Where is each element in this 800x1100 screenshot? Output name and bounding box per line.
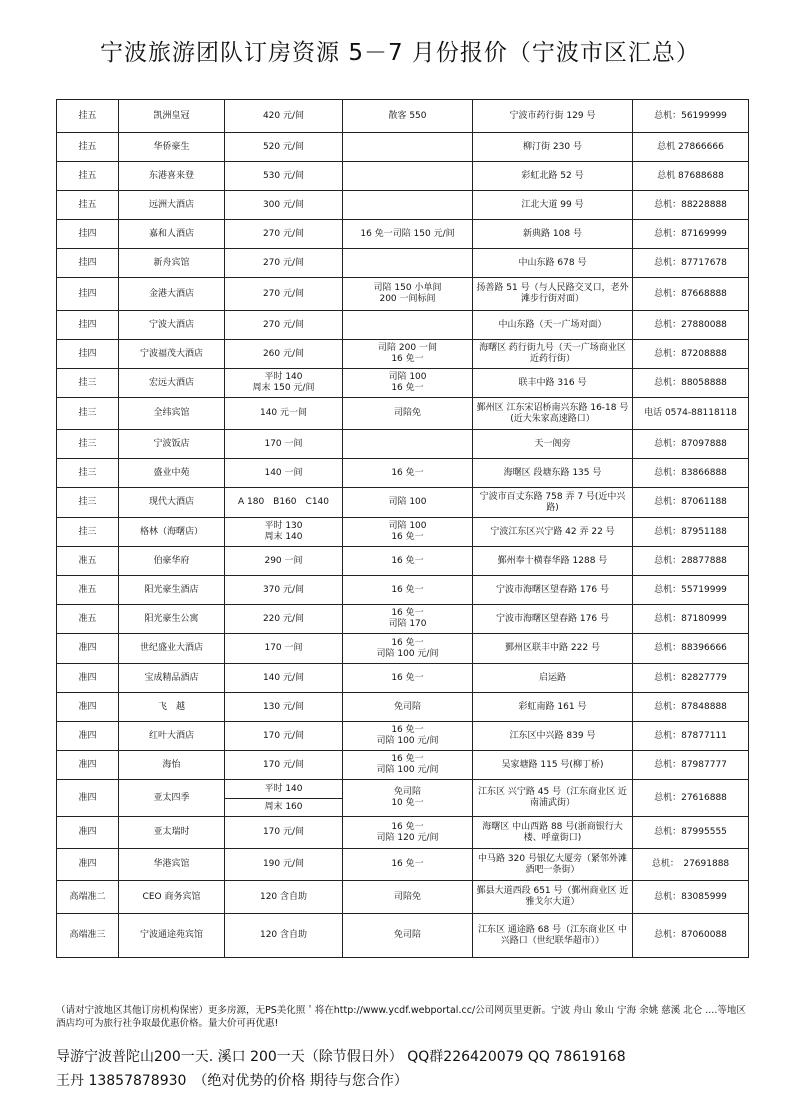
hotel-note: 16 免一 司陪 100 元/间 (343, 751, 473, 780)
hotel-level: 挂四 (57, 311, 119, 340)
table-row (57, 459, 749, 488)
hotel-address: 鄞州区 江东宋诏桥南兴东路 16-18 号(近大朱家高速路口） (473, 398, 633, 430)
table-row (57, 340, 749, 369)
hotel-address: 江东区中兴路 839 号 (473, 722, 633, 751)
hotel-phone: 总机：55719999 (633, 576, 749, 605)
hotel-address: 鄞县大道西段 651 号（鄞州商业区 近雅戈尔大道） (473, 881, 633, 914)
table-row (57, 133, 749, 162)
hotel-level: 挂三 (57, 369, 119, 398)
contact-line-2: 王丹 13857878930 （绝对优势的价格 期待与您合作） (56, 1073, 408, 1089)
hotel-address: 吴家塘路 115 号(柳丁桥) (473, 751, 633, 780)
hotel-price: 520 元/间 (225, 133, 343, 162)
table-row (57, 881, 749, 914)
hotel-price: 270 元/间 (225, 311, 343, 340)
hotel-note (343, 430, 473, 459)
hotel-address: 宁波市百丈东路 758 弄 7 号(近中兴路) (473, 488, 633, 518)
hotel-phone: 总机：87061188 (633, 488, 749, 518)
hotel-address: 海曙区 段塘东路 135 号 (473, 459, 633, 488)
table-row (57, 369, 749, 398)
hotel-name: 凯洲皇冠 (119, 100, 225, 133)
table-row (57, 100, 749, 133)
hotel-address: 鄞州奉十横春华路 1288 号 (473, 547, 633, 576)
hotel-phone: 电话 0574-88118118 (633, 398, 749, 430)
table-row (57, 547, 749, 576)
price-weekday: 平时 140 (225, 781, 342, 799)
hotel-address: 江东区 兴宁路 45 号（江东商业区 近南浦武街） (473, 780, 633, 817)
hotel-price: 270 元/间 (225, 249, 343, 278)
hotel-note (343, 191, 473, 220)
table-row (57, 780, 749, 817)
hotel-price: 190 元/间 (225, 849, 343, 881)
hotel-level: 挂四 (57, 340, 119, 369)
hotel-phone: 总机：88396666 (633, 634, 749, 664)
table-row (57, 430, 749, 459)
hotel-price: 170 一间 (225, 430, 343, 459)
hotel-note: 司陪免 (343, 398, 473, 430)
hotel-name: 阳光豪生酒店 (119, 576, 225, 605)
hotel-price: 140 元/间 (225, 664, 343, 693)
hotel-price: 平时 130 周末 140 (225, 518, 343, 547)
hotel-level: 挂三 (57, 488, 119, 518)
hotel-address: 海曙区 中山西路 88 号(浙商银行大楼、呼童街口) (473, 817, 633, 849)
table-row (57, 634, 749, 664)
hotel-level: 挂四 (57, 249, 119, 278)
hotel-phone: 总机 87688688 (633, 162, 749, 191)
hotel-note (343, 249, 473, 278)
table-row (57, 751, 749, 780)
hotel-price: 270 元/间 (225, 278, 343, 311)
hotel-phone: 总机：87951188 (633, 518, 749, 547)
hotel-name: 亚太瑞时 (119, 817, 225, 849)
hotel-address: 江东区 通途路 68 号（江东商业区 中兴路口（世纪联华超市）） (473, 914, 633, 958)
hotel-address: 中马路 320 号银亿大厦旁（紧邻外滩酒吧一条街） (473, 849, 633, 881)
table-row (57, 914, 749, 958)
hotel-name: 盛业中苑 (119, 459, 225, 488)
hotel-name: 华港宾馆 (119, 849, 225, 881)
hotel-address: 扬善路 51 号（与人民路交叉口，老外滩步行街对面） (473, 278, 633, 311)
hotel-phone: 总机：88228888 (633, 191, 749, 220)
hotel-price: 530 元/间 (225, 162, 343, 191)
hotel-name: 华侨豪生 (119, 133, 225, 162)
hotel-name: 亚太四季 (119, 780, 225, 817)
hotel-level: 准四 (57, 722, 119, 751)
table-row (57, 817, 749, 849)
hotel-name: 海怡 (119, 751, 225, 780)
hotel-level: 挂五 (57, 162, 119, 191)
hotel-name: 远洲大酒店 (119, 191, 225, 220)
hotel-level: 挂五 (57, 133, 119, 162)
hotel-phone: 总机：87877111 (633, 722, 749, 751)
hotel-address: 宁波市海曙区望春路 176 号 (473, 605, 633, 634)
hotel-price: 270 元/间 (225, 220, 343, 249)
table-row (57, 849, 749, 881)
hotel-price: 120 含自助 (225, 914, 343, 958)
hotel-phone: 总机：87060088 (633, 914, 749, 958)
hotel-price: 170 元/间 (225, 751, 343, 780)
hotel-level: 挂三 (57, 430, 119, 459)
hotel-address: 彩虹南路 161 号 (473, 693, 633, 722)
hotel-name: 红叶大酒店 (119, 722, 225, 751)
hotel-price: 420 元/间 (225, 100, 343, 133)
hotel-name: 阳光豪生公寓 (119, 605, 225, 634)
hotel-address: 启运路 (473, 664, 633, 693)
hotel-name: 伯豪华府 (119, 547, 225, 576)
hotel-level: 高端准二 (57, 881, 119, 914)
table-row (57, 249, 749, 278)
hotel-price (225, 780, 343, 817)
contact-line-1: 导游宁波普陀山200一天. 溪口 200一天（除节假日外） QQ群226420079 QQ 78619168 (56, 1049, 626, 1065)
hotel-price: 平时 140 周末 150 元/间 (225, 369, 343, 398)
hotel-address: 彩虹北路 52 号 (473, 162, 633, 191)
hotel-address: 中山东路 678 号 (473, 249, 633, 278)
hotel-phone: 总机：87717678 (633, 249, 749, 278)
hotel-name: 世纪盛业大酒店 (119, 634, 225, 664)
hotel-name: 现代大酒店 (119, 488, 225, 518)
hotel-phone: 总机：87668888 (633, 278, 749, 311)
hotel-level: 准五 (57, 605, 119, 634)
hotel-phone: 总机：83866888 (633, 459, 749, 488)
hotel-level: 准四 (57, 817, 119, 849)
hotel-price: 130 元/间 (225, 693, 343, 722)
page-title: 宁波旅游团队订房资源 5－7 月份报价（宁波市区汇总） (100, 40, 700, 66)
hotel-name: 金港大酒店 (119, 278, 225, 311)
hotel-price: 170 一间 (225, 634, 343, 664)
hotel-note: 16 免一司陪 150 元/间 (343, 220, 473, 249)
rate-table (56, 99, 749, 958)
hotel-note: 司陪 150 小单间 200 一间标间 (343, 278, 473, 311)
hotel-note: 免司陪 10 免一 (343, 780, 473, 817)
table-row (57, 664, 749, 693)
hotel-price: 140 一间 (225, 459, 343, 488)
hotel-address: 江北大道 99 号 (473, 191, 633, 220)
table-row (57, 518, 749, 547)
hotel-name: 飞 越 (119, 693, 225, 722)
hotel-note: 16 免一 (343, 459, 473, 488)
hotel-address: 宁波市药行街 129 号 (473, 100, 633, 133)
hotel-note: 16 免一 (343, 547, 473, 576)
hotel-address: 海曙区 药行街九号（天一广场商业区 近药行街） (473, 340, 633, 369)
hotel-name: 宁波大酒店 (119, 311, 225, 340)
hotel-phone: 总机：87169999 (633, 220, 749, 249)
hotel-price: 300 元/间 (225, 191, 343, 220)
hotel-level: 准五 (57, 576, 119, 605)
hotel-price: 140 元一间 (225, 398, 343, 430)
hotel-price: 220 元/间 (225, 605, 343, 634)
hotel-name: 宁波饭店 (119, 430, 225, 459)
hotel-name: 新舟宾馆 (119, 249, 225, 278)
hotel-price: 260 元/间 (225, 340, 343, 369)
table-row (57, 191, 749, 220)
hotel-address: 鄞州区联丰中路 222 号 (473, 634, 633, 664)
hotel-level: 准四 (57, 634, 119, 664)
hotel-note: 16 免一 (343, 849, 473, 881)
hotel-name: 格林（海曙店） (119, 518, 225, 547)
hotel-phone: 总机： 27691888 (633, 849, 749, 881)
hotel-phone: 总机：56199999 (633, 100, 749, 133)
hotel-address: 天一阁旁 (473, 430, 633, 459)
hotel-address: 联丰中路 316 号 (473, 369, 633, 398)
hotel-note: 16 免一 司陪 170 (343, 605, 473, 634)
table-row (57, 576, 749, 605)
hotel-note: 免司陪 (343, 914, 473, 958)
hotel-note (343, 162, 473, 191)
hotel-note: 司陪 100 16 免一 (343, 369, 473, 398)
hotel-note (343, 133, 473, 162)
hotel-level: 挂四 (57, 220, 119, 249)
hotel-phone: 总机：83085999 (633, 881, 749, 914)
table-row (57, 278, 749, 311)
hotel-level: 挂三 (57, 398, 119, 430)
hotel-phone: 总机：27880088 (633, 311, 749, 340)
hotel-note: 司陪 100 16 免一 (343, 518, 473, 547)
hotel-note (343, 311, 473, 340)
table-row (57, 398, 749, 430)
hotel-note: 16 免一 (343, 664, 473, 693)
hotel-phone: 总机：82827779 (633, 664, 749, 693)
hotel-level: 准四 (57, 751, 119, 780)
hotel-level: 挂三 (57, 459, 119, 488)
hotel-level: 准五 (57, 547, 119, 576)
table-row (57, 722, 749, 751)
hotel-phone: 总机：27616888 (633, 780, 749, 817)
hotel-phone: 总机 27866666 (633, 133, 749, 162)
hotel-level: 准四 (57, 849, 119, 881)
hotel-price: 170 元/间 (225, 722, 343, 751)
hotel-phone: 总机：87848888 (633, 693, 749, 722)
hotel-price: 120 含自助 (225, 881, 343, 914)
hotel-note: 司陪 100 (343, 488, 473, 518)
hotel-phone: 总机：87180999 (633, 605, 749, 634)
hotel-name: 东港喜来登 (119, 162, 225, 191)
hotel-name: 宁波福茂大酒店 (119, 340, 225, 369)
hotel-name: 全纬宾馆 (119, 398, 225, 430)
hotel-address: 新典路 108 号 (473, 220, 633, 249)
hotel-name: 宝成精品酒店 (119, 664, 225, 693)
hotel-note: 司陪免 (343, 881, 473, 914)
hotel-phone: 总机：88058888 (633, 369, 749, 398)
table-row (57, 693, 749, 722)
table-row (57, 311, 749, 340)
footnote: （请对宁波地区其他订房机构保密）更多房源，无PS美化照＇将在http://www.ycdf.webportal.cc/公司网页里更新。宁波 舟山 象山 宁海 余姚 慈溪 北仑 ....等地区酒店均可为旅行社争取最优惠价格。量大价可再优惠! (56, 1005, 746, 1029)
table-row (57, 605, 749, 634)
table-row (57, 220, 749, 249)
hotel-name: CEO 商务宾馆 (119, 881, 225, 914)
hotel-level: 高端准三 (57, 914, 119, 958)
hotel-phone: 总机：87208888 (633, 340, 749, 369)
hotel-address: 宁波市海曙区望春路 176 号 (473, 576, 633, 605)
hotel-level: 挂五 (57, 191, 119, 220)
hotel-note: 16 免一 司陪 120 元/间 (343, 817, 473, 849)
hotel-address: 柳汀街 230 号 (473, 133, 633, 162)
hotel-note: 司陪 200 一间 16 免一 (343, 340, 473, 369)
price-weekend: 周末 160 (264, 801, 303, 812)
hotel-level: 挂四 (57, 278, 119, 311)
hotel-name: 宁波通途苑宾馆 (119, 914, 225, 958)
hotel-phone: 总机：87097888 (633, 430, 749, 459)
table-row (57, 488, 749, 518)
table-row (57, 162, 749, 191)
hotel-phone: 总机：87995555 (633, 817, 749, 849)
hotel-level: 挂三 (57, 518, 119, 547)
hotel-note: 16 免一 司陪 100 元/间 (343, 634, 473, 664)
hotel-price: 170 元/间 (225, 817, 343, 849)
hotel-note: 免司陪 (343, 693, 473, 722)
hotel-address: 宁波江东区兴宁路 42 弄 22 号 (473, 518, 633, 547)
hotel-note: 散客 550 (343, 100, 473, 133)
hotel-phone: 总机：28877888 (633, 547, 749, 576)
hotel-level: 挂五 (57, 100, 119, 133)
hotel-note: 16 免一 (343, 576, 473, 605)
hotel-name: 宏远大酒店 (119, 369, 225, 398)
hotel-price: 290 一间 (225, 547, 343, 576)
hotel-price: A 180 B160 C140 (225, 488, 343, 518)
hotel-name: 嘉和人酒店 (119, 220, 225, 249)
hotel-phone: 总机：87987777 (633, 751, 749, 780)
hotel-level: 准四 (57, 693, 119, 722)
hotel-price: 370 元/间 (225, 576, 343, 605)
hotel-level: 准四 (57, 664, 119, 693)
hotel-level: 准四 (57, 780, 119, 817)
hotel-address: 中山东路（天一广场对面） (473, 311, 633, 340)
hotel-note: 16 免一 司陪 100 元/间 (343, 722, 473, 751)
